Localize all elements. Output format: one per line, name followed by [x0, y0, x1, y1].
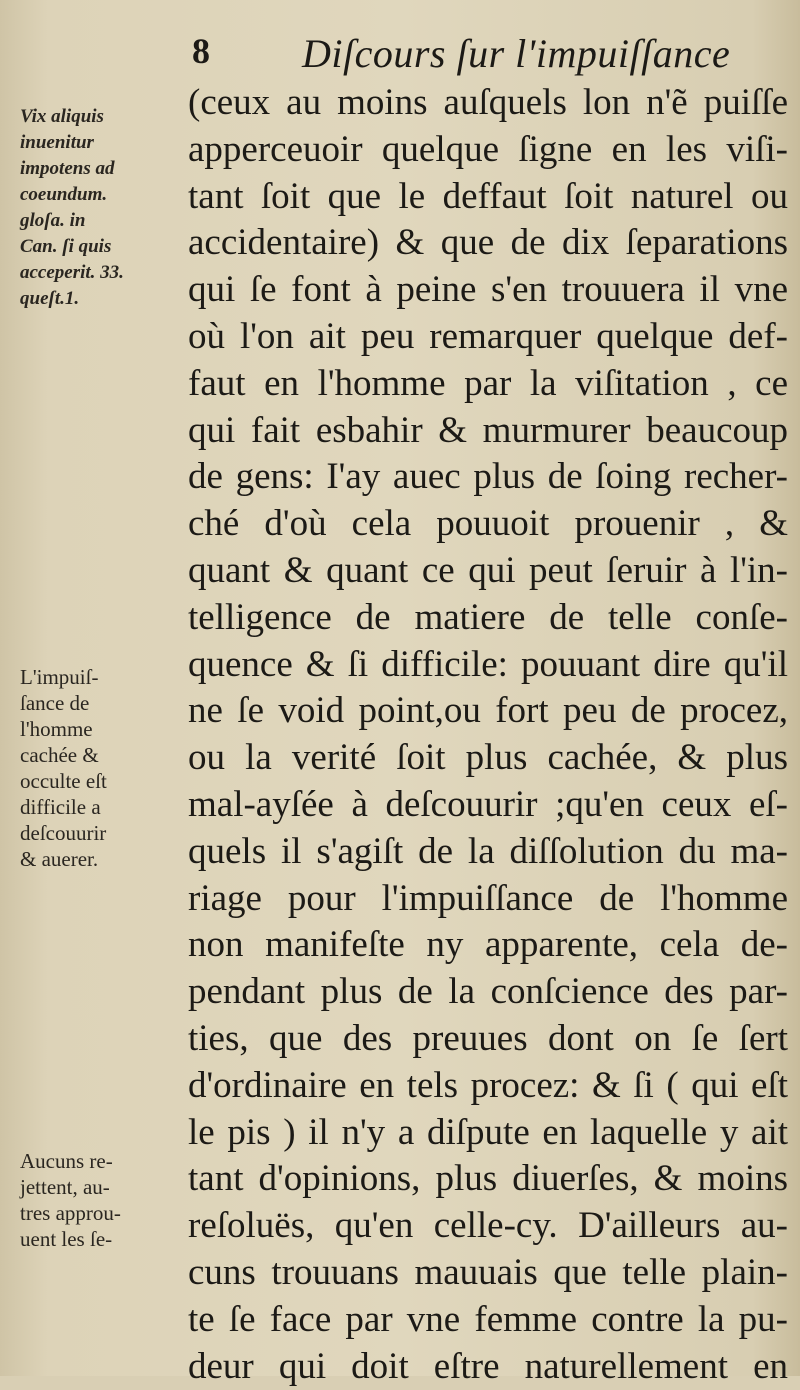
margin-note-latin: [20, 104, 180, 312]
text-line: deur qui doit eſtre naturellement en: [188, 1345, 788, 1387]
text-line: le pis ) il n'y a diſpute en laquelle y ait: [188, 1111, 788, 1153]
margin-note-line: difficile a: [20, 795, 101, 819]
margin-note-line: cachée &: [20, 743, 99, 767]
margin-note-line: ſance de: [20, 691, 90, 715]
margin-note-line: inuenitur: [20, 132, 94, 153]
text-line: quels il s'agiſt de la diſſolution du ma-: [188, 830, 788, 872]
text-line: qui fait esbahir & murmurer beaucoup: [188, 409, 788, 451]
margin-note-line: occulte eſt: [20, 769, 107, 793]
margin-note-line: jettent, au-: [20, 1175, 110, 1199]
text-line: non manifeſte ny apparente, cela de-: [188, 924, 788, 966]
margin-note-impuissance: [20, 664, 180, 872]
text-line: (ceux au moins auſquels lon n'ẽ puiſſe: [188, 82, 788, 123]
margin-note-line: deſcouurir: [20, 821, 107, 845]
text-line: de gens: I'ay auec plus de ſoing recher-: [188, 456, 788, 498]
margin-note-line: acceperit. 33.: [20, 262, 124, 283]
page-number: 8: [192, 31, 210, 71]
text-line: faut en l'homme par la viſitation , ce: [188, 362, 788, 404]
margin-note-line: uent les ſe-: [20, 1227, 113, 1251]
margin-note-line: L'impuiſ-: [20, 665, 99, 689]
text-line: d'ordinaire en tels procez: & ſi ( qui eſt: [188, 1064, 788, 1106]
body-text: [188, 80, 788, 1390]
margin-note-line: tres approu-: [20, 1201, 121, 1225]
text-line: accidentaire) & que de dix ſeparations: [188, 222, 788, 264]
text-line: pendant plus de la conſcience des par-: [188, 971, 788, 1013]
margin-note-line: & auerer.: [20, 847, 99, 871]
margin-note-line: Aucuns re-: [20, 1149, 113, 1173]
text-line: ou la verité ſoit plus cachée, & plus: [188, 737, 788, 779]
text-line: quence & ſi difficile: pouuant dire qu'il: [188, 643, 788, 685]
text-line: ché d'où cela pouuoit prouenir , &: [188, 503, 788, 545]
margin-note-line: gloſa. in: [20, 210, 86, 231]
margin-note-line: queſt.1.: [20, 288, 80, 309]
text-line: telligence de matiere de telle conſe-: [188, 596, 788, 638]
margin-note-line: l'homme: [20, 717, 93, 741]
text-line: qui ſe font à peine s'en trouuera il vne: [188, 269, 788, 311]
margin-note-line: coeundum.: [20, 184, 108, 205]
text-line: quant & quant ce qui peut ſeruir à l'in-: [188, 549, 788, 591]
margin-note-aucuns: [20, 1148, 180, 1252]
text-line: tant d'opinions, plus diuerſes, & moins: [188, 1158, 788, 1200]
margin-note-line: Can. ſi quis: [20, 236, 112, 257]
text-line: tant ſoit que le deffaut ſoit naturel ou: [188, 175, 788, 217]
text-line: apperceuoir quelque ſigne en les viſi-: [188, 128, 788, 170]
margin-note-line: impotens ad: [20, 158, 115, 179]
text-line: reſoluës, qu'en celle-cy. D'ailleurs au-: [188, 1205, 788, 1247]
page-header: [192, 30, 752, 80]
margin-note-line: Vix aliquis: [20, 106, 104, 127]
text-line: ne ſe void point,ou fort peu de procez,: [188, 690, 788, 732]
text-line: mal-ayſée à deſcouurir ;qu'en ceux eſ-: [188, 783, 788, 825]
text-line: ties, que des preuues dont on ſe ſert: [188, 1017, 788, 1059]
running-title: Diſcours ſur l'impuiſſance: [302, 31, 731, 76]
text-line: te ſe face par vne femme contre la pu-: [188, 1298, 788, 1340]
text-line: cuns trouuans mauuais que telle plain-: [188, 1251, 788, 1293]
text-line: où l'on ait peu remarquer quelque def-: [188, 315, 788, 357]
text-line: riage pour l'impuiſſance de l'homme: [188, 877, 788, 919]
